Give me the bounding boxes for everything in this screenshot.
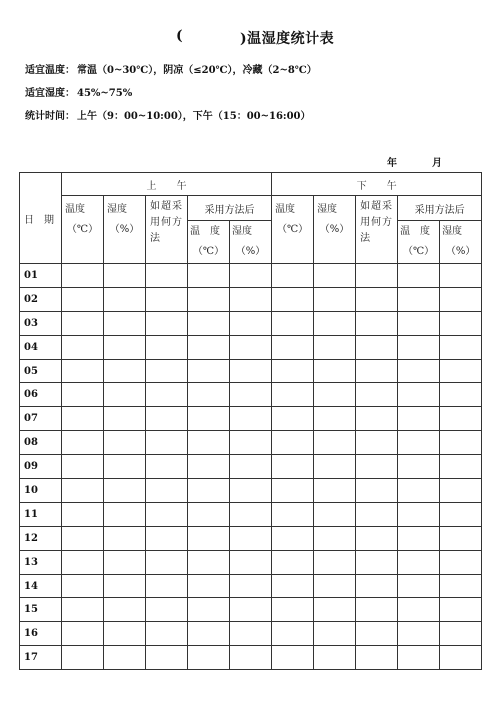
table-row — [20, 311, 482, 335]
entry-cell[interactable] — [62, 335, 104, 359]
entry-cell[interactable] — [440, 431, 482, 455]
row-day-number: 09 — [20, 455, 62, 479]
entry-cell[interactable] — [188, 431, 230, 455]
entry-cell[interactable] — [104, 407, 146, 431]
entry-cell[interactable] — [146, 526, 188, 550]
entry-cell[interactable] — [188, 526, 230, 550]
table-row — [20, 264, 482, 288]
entry-cell[interactable] — [356, 335, 398, 359]
after-humid-unit: （%） — [235, 246, 266, 257]
entry-cell[interactable] — [104, 359, 146, 383]
entry-cell[interactable] — [188, 311, 230, 335]
entry-cell[interactable] — [188, 550, 230, 574]
table-row — [20, 287, 482, 311]
entry-cell[interactable] — [62, 550, 104, 574]
entry-cell[interactable] — [272, 622, 314, 646]
table-row — [20, 574, 482, 598]
entry-cell[interactable] — [398, 646, 440, 670]
table-row — [20, 526, 482, 550]
entry-cell[interactable] — [314, 646, 356, 670]
am-after-humid-header — [230, 221, 272, 264]
row-day-number: 02 — [20, 287, 62, 311]
entry-cell[interactable] — [62, 598, 104, 622]
entry-cell[interactable] — [398, 311, 440, 335]
humid-label: 湿度 — [317, 204, 338, 215]
entry-cell[interactable] — [230, 431, 272, 455]
entry-cell[interactable] — [104, 550, 146, 574]
temp-unit: （℃） — [66, 224, 99, 235]
entry-cell[interactable] — [230, 455, 272, 479]
table-row — [20, 431, 482, 455]
entry-cell[interactable] — [398, 550, 440, 574]
after-temp-label: 温 度 — [190, 226, 220, 237]
info-label: 适宜湿度： — [25, 88, 75, 99]
entry-cell[interactable] — [230, 264, 272, 288]
entry-cell[interactable] — [356, 264, 398, 288]
entry-cell[interactable] — [104, 598, 146, 622]
entry-cell[interactable] — [104, 287, 146, 311]
entry-cell[interactable] — [146, 264, 188, 288]
entry-cell[interactable] — [104, 526, 146, 550]
pm-temp-header — [272, 196, 314, 264]
entry-cell[interactable] — [440, 407, 482, 431]
entry-cell[interactable] — [272, 383, 314, 407]
entry-cell[interactable] — [146, 622, 188, 646]
table-row — [20, 598, 482, 622]
table-row — [20, 550, 482, 574]
entry-cell[interactable] — [440, 335, 482, 359]
entry-cell[interactable] — [398, 335, 440, 359]
entry-cell[interactable] — [272, 359, 314, 383]
entry-cell[interactable] — [230, 383, 272, 407]
entry-cell[interactable] — [356, 479, 398, 503]
date-header: 日 期 — [20, 173, 62, 264]
entry-cell[interactable] — [272, 646, 314, 670]
entry-cell[interactable] — [272, 287, 314, 311]
entry-cell[interactable] — [314, 598, 356, 622]
am-after-header: 采用方法后 — [188, 196, 272, 221]
entry-cell[interactable] — [188, 359, 230, 383]
entry-cell[interactable] — [356, 526, 398, 550]
entry-cell[interactable] — [62, 502, 104, 526]
info-temperature — [25, 61, 317, 76]
entry-cell[interactable] — [62, 287, 104, 311]
humidity-temperature-table — [19, 172, 482, 670]
table-row — [20, 407, 482, 431]
row-day-number: 13 — [20, 550, 62, 574]
row-day-number: 15 — [20, 598, 62, 622]
entry-cell[interactable] — [398, 526, 440, 550]
entry-cell[interactable] — [356, 407, 398, 431]
entry-cell[interactable] — [146, 335, 188, 359]
entry-cell[interactable] — [146, 407, 188, 431]
entry-cell[interactable] — [356, 574, 398, 598]
info-value: 常温（0~30℃），阴凉（≤20℃），冷藏（2~8℃） — [77, 65, 317, 76]
entry-cell[interactable] — [440, 287, 482, 311]
entry-cell[interactable] — [272, 574, 314, 598]
pm-humid-header — [314, 196, 356, 264]
entry-cell[interactable] — [272, 407, 314, 431]
entry-cell[interactable] — [314, 479, 356, 503]
entry-cell[interactable] — [398, 407, 440, 431]
entry-cell[interactable] — [272, 550, 314, 574]
entry-cell[interactable] — [104, 455, 146, 479]
entry-cell[interactable] — [272, 311, 314, 335]
entry-cell[interactable] — [398, 479, 440, 503]
entry-cell[interactable] — [146, 311, 188, 335]
entry-cell[interactable] — [356, 431, 398, 455]
am-after-temp-header — [188, 221, 230, 264]
entry-cell[interactable] — [440, 479, 482, 503]
entry-cell[interactable] — [272, 455, 314, 479]
entry-cell[interactable] — [314, 622, 356, 646]
entry-cell[interactable] — [62, 359, 104, 383]
table-row — [20, 359, 482, 383]
am-humid-header — [104, 196, 146, 264]
entry-cell[interactable] — [230, 550, 272, 574]
entry-cell[interactable] — [356, 383, 398, 407]
entry-cell[interactable] — [104, 383, 146, 407]
after-humid-unit: （%） — [445, 246, 476, 257]
entry-cell[interactable] — [146, 479, 188, 503]
entry-cell[interactable] — [440, 383, 482, 407]
entry-cell[interactable] — [62, 526, 104, 550]
entry-cell[interactable] — [62, 264, 104, 288]
entry-cell[interactable] — [146, 359, 188, 383]
entry-cell[interactable] — [62, 431, 104, 455]
am-method-header: 如超采用何方法 — [146, 196, 188, 264]
entry-cell[interactable] — [314, 383, 356, 407]
entry-cell[interactable] — [146, 646, 188, 670]
entry-cell[interactable] — [272, 479, 314, 503]
entry-cell[interactable] — [62, 574, 104, 598]
entry-cell[interactable] — [272, 264, 314, 288]
title-paren: ( — [176, 28, 184, 44]
entry-cell[interactable] — [314, 264, 356, 288]
entry-cell[interactable] — [62, 479, 104, 503]
info-label: 适宜温度： — [25, 65, 75, 76]
entry-cell[interactable] — [440, 550, 482, 574]
entry-cell[interactable] — [230, 622, 272, 646]
entry-cell[interactable] — [440, 264, 482, 288]
after-humid-label: 湿度 — [232, 226, 252, 237]
entry-cell[interactable] — [188, 407, 230, 431]
entry-cell[interactable] — [314, 455, 356, 479]
entry-cell[interactable] — [356, 622, 398, 646]
entry-cell[interactable] — [398, 264, 440, 288]
row-day-number: 08 — [20, 431, 62, 455]
entry-cell[interactable] — [440, 622, 482, 646]
entry-cell[interactable] — [230, 502, 272, 526]
entry-cell[interactable] — [104, 574, 146, 598]
entry-cell[interactable] — [314, 502, 356, 526]
temp-label: 温度 — [65, 204, 85, 215]
entry-cell[interactable] — [272, 431, 314, 455]
entry-cell[interactable] — [62, 383, 104, 407]
temp-label: 温度 — [275, 204, 296, 215]
info-value: 45%~75% — [77, 88, 133, 99]
entry-cell[interactable] — [188, 264, 230, 288]
entry-cell[interactable] — [146, 574, 188, 598]
row-day-number: 14 — [20, 574, 62, 598]
title-text: )温湿度统计表 — [240, 31, 335, 47]
entry-cell[interactable] — [146, 431, 188, 455]
humid-unit: （%） — [109, 224, 140, 235]
entry-cell[interactable] — [230, 407, 272, 431]
year-label: 年 — [387, 158, 397, 169]
table-row — [20, 383, 482, 407]
entry-cell[interactable] — [62, 646, 104, 670]
pm-method-header: 如超采用何方法 — [356, 196, 398, 264]
entry-cell[interactable] — [356, 502, 398, 526]
entry-cell[interactable] — [314, 526, 356, 550]
row-day-number: 16 — [20, 622, 62, 646]
entry-cell[interactable] — [314, 287, 356, 311]
entry-cell[interactable] — [230, 646, 272, 670]
entry-cell[interactable] — [440, 455, 482, 479]
entry-cell[interactable] — [146, 550, 188, 574]
row-day-number: 05 — [20, 359, 62, 383]
entry-cell[interactable] — [440, 359, 482, 383]
entry-cell[interactable] — [356, 311, 398, 335]
entry-cell[interactable] — [104, 335, 146, 359]
entry-cell[interactable] — [146, 383, 188, 407]
row-day-number: 03 — [20, 311, 62, 335]
entry-cell[interactable] — [188, 598, 230, 622]
entry-cell[interactable] — [104, 622, 146, 646]
entry-cell[interactable] — [440, 646, 482, 670]
entry-cell[interactable] — [398, 287, 440, 311]
entry-cell[interactable] — [230, 526, 272, 550]
row-day-number: 04 — [20, 335, 62, 359]
row-day-number: 01 — [20, 264, 62, 288]
entry-cell[interactable] — [272, 598, 314, 622]
entry-cell[interactable] — [104, 646, 146, 670]
pm-after-humid-header — [440, 221, 482, 264]
entry-cell[interactable] — [398, 383, 440, 407]
entry-cell[interactable] — [230, 598, 272, 622]
entry-cell[interactable] — [314, 407, 356, 431]
after-humid-label: 湿度 — [442, 226, 463, 237]
humid-label: 湿度 — [107, 204, 127, 215]
row-day-number: 06 — [20, 383, 62, 407]
after-temp-label: 温 度 — [400, 226, 431, 237]
entry-cell[interactable] — [188, 502, 230, 526]
entry-cell[interactable] — [272, 526, 314, 550]
table-row — [20, 622, 482, 646]
entry-cell[interactable] — [188, 646, 230, 670]
pm-after-header: 采用方法后 — [398, 196, 482, 221]
entry-cell[interactable] — [398, 359, 440, 383]
entry-cell[interactable] — [188, 574, 230, 598]
entry-cell[interactable] — [398, 574, 440, 598]
entry-cell[interactable] — [188, 335, 230, 359]
row-day-number: 12 — [20, 526, 62, 550]
entry-cell[interactable] — [230, 479, 272, 503]
entry-cell[interactable] — [188, 479, 230, 503]
entry-cell[interactable] — [440, 574, 482, 598]
entry-cell[interactable] — [356, 598, 398, 622]
entry-cell[interactable] — [398, 598, 440, 622]
row-day-number: 10 — [20, 479, 62, 503]
entry-cell[interactable] — [188, 455, 230, 479]
entry-cell[interactable] — [146, 287, 188, 311]
entry-cell[interactable] — [188, 622, 230, 646]
entry-cell[interactable] — [146, 455, 188, 479]
entry-cell[interactable] — [314, 359, 356, 383]
entry-cell[interactable] — [356, 455, 398, 479]
entry-cell[interactable] — [104, 311, 146, 335]
entry-cell[interactable] — [104, 479, 146, 503]
entry-cell[interactable] — [230, 574, 272, 598]
info-label: 统计时间： — [25, 111, 75, 122]
entry-cell[interactable] — [62, 407, 104, 431]
entry-cell[interactable] — [440, 502, 482, 526]
pm-header: 下 午 — [272, 173, 482, 196]
entry-cell[interactable] — [230, 311, 272, 335]
after-temp-unit: （℃） — [192, 246, 225, 257]
entry-cell[interactable] — [314, 335, 356, 359]
entry-cell[interactable] — [62, 311, 104, 335]
row-day-number: 11 — [20, 502, 62, 526]
info-time — [25, 107, 311, 122]
entry-cell[interactable] — [440, 311, 482, 335]
am-header: 上 午 — [62, 173, 272, 196]
entry-cell[interactable] — [62, 455, 104, 479]
entry-cell[interactable] — [188, 383, 230, 407]
entry-cell[interactable] — [398, 455, 440, 479]
entry-cell[interactable] — [440, 526, 482, 550]
entry-cell[interactable] — [314, 431, 356, 455]
table-row — [20, 479, 482, 503]
row-day-number: 17 — [20, 646, 62, 670]
entry-cell[interactable] — [356, 646, 398, 670]
entry-cell[interactable] — [230, 287, 272, 311]
table-body — [20, 264, 482, 670]
entry-cell[interactable] — [104, 264, 146, 288]
entry-cell[interactable] — [398, 622, 440, 646]
table-row — [20, 335, 482, 359]
entry-cell[interactable] — [230, 359, 272, 383]
table-row — [20, 646, 482, 670]
entry-cell[interactable] — [146, 598, 188, 622]
entry-cell[interactable] — [188, 287, 230, 311]
entry-cell[interactable] — [356, 359, 398, 383]
entry-cell[interactable] — [314, 311, 356, 335]
table-row — [20, 455, 482, 479]
info-value: 上午（9：00~10:00），下午（15：00~16:00） — [77, 111, 311, 122]
row-day-number: 07 — [20, 407, 62, 431]
info-humidity — [25, 84, 132, 99]
table-row — [20, 502, 482, 526]
entry-cell[interactable] — [440, 598, 482, 622]
entry-cell[interactable] — [398, 431, 440, 455]
entry-cell[interactable] — [314, 574, 356, 598]
entry-cell[interactable] — [398, 502, 440, 526]
entry-cell[interactable] — [356, 287, 398, 311]
entry-cell[interactable] — [272, 335, 314, 359]
month-label: 月 — [432, 158, 442, 169]
after-temp-unit: （℃） — [402, 246, 435, 257]
entry-cell[interactable] — [104, 502, 146, 526]
entry-cell[interactable] — [62, 622, 104, 646]
entry-cell[interactable] — [314, 550, 356, 574]
am-temp-header — [62, 196, 104, 264]
entry-cell[interactable] — [230, 335, 272, 359]
entry-cell[interactable] — [356, 550, 398, 574]
entry-cell[interactable] — [272, 502, 314, 526]
entry-cell[interactable] — [104, 431, 146, 455]
pm-after-temp-header — [398, 221, 440, 264]
humid-unit: （%） — [319, 224, 350, 235]
entry-cell[interactable] — [146, 502, 188, 526]
temp-unit: （℃） — [276, 224, 309, 235]
